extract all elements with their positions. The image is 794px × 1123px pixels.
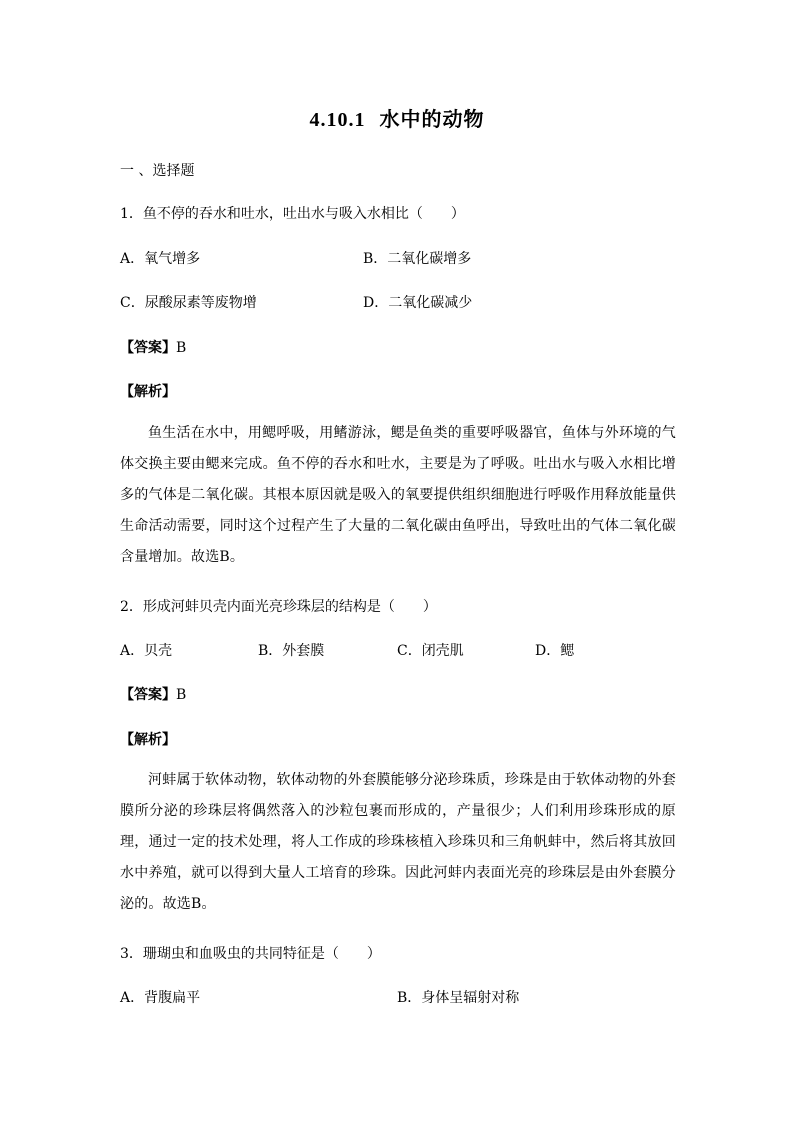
question-2-stem: 2．形成河蚌贝壳内面光亮珍珠层的结构是（ ） xyxy=(120,599,437,615)
question-2-option-a: A．贝壳 xyxy=(120,643,173,659)
question-2-answer xyxy=(120,684,186,704)
question-1-option-a: A．氧气增多 xyxy=(120,251,201,267)
question-1-analysis: 鱼生活在水中，用鳃呼吸，用鳍游泳，鳃是鱼类的重要呼吸器官，鱼体与外环境的气体交换主要由鳃来完成。鱼不停的吞水和吐水，主要是为了呼吸。吐出水与吸入水相比增多的气体是二氧化碳。其根本原因就是吸入的氧要提供组织细胞进行呼吸作用释放能量供生命活动需要，同时这个过程产生了大量的二氧化碳由鱼呼出，导致吐出的气体二氧化碳含量增加。故选B。 xyxy=(120,425,676,565)
question-3-stem: 3．珊瑚虫和血吸虫的共同特征是（ ） xyxy=(120,946,381,962)
question-3-option-b: B．身体呈辐射对称 xyxy=(397,990,520,1006)
question-3-option-a: A．背腹扁平 xyxy=(120,990,201,1006)
section-heading: 一 、选择题 xyxy=(120,163,195,179)
title-text: 水中的动物 xyxy=(379,107,485,131)
question-2-option-d: D．鳃 xyxy=(535,643,575,659)
question-1-option-c: C．尿酸尿素等废物增 xyxy=(120,295,257,311)
question-2-analysis-tag: 【解析】 xyxy=(120,732,176,748)
question-1-analysis-tag: 【解析】 xyxy=(120,384,176,400)
question-2-option-c: C．闭壳肌 xyxy=(397,643,464,659)
answer-tag: 【答案】 xyxy=(120,340,176,356)
question-2-analysis: 河蚌属于软体动物，软体动物的外套膜能够分泌珍珠质，珍珠是由于软体动物的外套膜所分泌的珍珠层将偶然落入的沙粒包裹而形成的，产量很少；人们利用珍珠形成的原理，通过一定的技术处理，将人工作成的珍珠核植入珍珠贝和三角帆蚌中，然后将其放回水中养殖，就可以得到大量人工培育的珍珠。因此河蚌内表面光亮的珍珠层是由外套膜分泌的。故选B。 xyxy=(120,772,676,912)
question-1-option-b: B．二氧化碳增多 xyxy=(363,251,472,267)
page-title xyxy=(0,103,794,132)
question-1-stem: 1．鱼不停的吞水和吐水，吐出水与吸入水相比（ ） xyxy=(120,206,465,222)
question-1-answer xyxy=(120,337,186,357)
question-1-option-d: D．二氧化碳减少 xyxy=(363,295,473,311)
title-number: 4.10.1 xyxy=(309,109,366,131)
answer-tag: 【答案】 xyxy=(120,687,176,703)
question-2-option-b: B．外套膜 xyxy=(258,643,325,659)
answer-value: B xyxy=(176,340,187,356)
answer-value: B xyxy=(176,687,187,703)
